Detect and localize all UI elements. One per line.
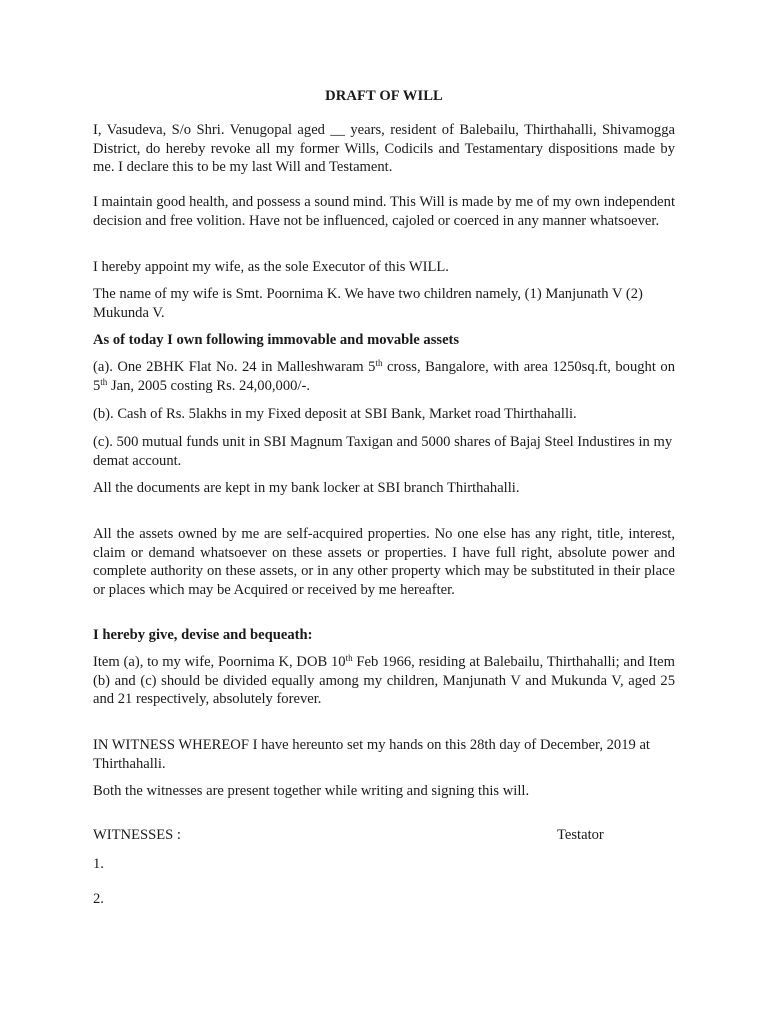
asset-a-sup-1: th — [375, 358, 383, 368]
testator-label: Testator — [557, 827, 604, 843]
assets-heading: As of today I own following immovable and movable assets — [93, 332, 460, 348]
asset-a-text-2: cross, Bangalore, with area 1250sq.ft, bought on 5 — [93, 359, 676, 394]
witness-clause: IN WITNESS WHEREOF I have hereunto set my hands on this 28th day of December, 2019 at Thirthahalli. — [93, 737, 650, 772]
family-paragraph: The name of my wife is Smt. Poornima K. We have two children namely, (1) Manjunath V (2) Mukunda V. — [93, 286, 643, 321]
asset-a-sup-2: th — [100, 376, 108, 387]
opening-paragraph: I, Vasudeva, S/o Shri. Venugopal aged __ years, resident of Balebailu, Thirthahalli, Shivamogga District, do hereby revoke all my former Wills, Codicils and Testamentary dispositions made by me. I declare this to be my last Will and Testament. — [93, 122, 675, 175]
witness-presence-note: Both the witnesses are present together while writing and signing this will. — [93, 783, 530, 799]
executor-paragraph: I hereby appoint my wife, as the sole Executor of this WILL. — [93, 259, 449, 275]
documents-note: All the documents are kept in my bank locker at SBI branch Thirthahalli. — [93, 480, 520, 496]
bequest-text-2: Feb 1966, residing at Balebailu, Thirthahalli; and Item (b) and (c) should be divided equally among my children, Manjunath V and Mukunda V, aged 25 and 21 respectively, absolutely forever. — [93, 654, 675, 707]
asset-a-text-3: Jan, 2005 costing Rs. 24,00,000/-. — [107, 377, 311, 394]
sound-mind-paragraph: I maintain good health, and possess a sound mind. This Will is made by me of my own independent decision and free volition. Have not be influenced, cajoled or coerced in any manner whatsoever. — [93, 194, 675, 229]
asset-a-item — [93, 358, 675, 395]
asset-c-item: (c). 500 mutual funds unit in SBI Magnum Taxigan and 5000 shares of Bajaj Steel Industires in my demat account. — [93, 434, 673, 469]
signature-row — [93, 827, 675, 847]
bequest-sup: th — [345, 653, 353, 663]
witnesses-label: WITNESSES : — [93, 827, 181, 843]
self-acquired-paragraph: All the assets owned by me are self-acquired properties. No one else has any right, title, interest, claim or demand whatsoever on these assets or properties. I have full right, absolute power and complete authority on these assets, or in any other property which may be substituted in their place or places which may be Acquired or received by me hereafter. — [93, 526, 675, 598]
bequest-text-1: Item (a), to my wife, Poornima K, DOB 10 — [93, 654, 346, 670]
witness-2-number: 2. — [93, 891, 104, 907]
asset-b-item: (b). Cash of Rs. 5lakhs in my Fixed deposit at SBI Bank, Market road Thirthahalli. — [93, 406, 577, 422]
bequest-paragraph — [93, 653, 675, 709]
witness-1-number: 1. — [93, 856, 104, 872]
document-title: DRAFT OF WILL — [325, 88, 443, 104]
asset-a-text-1: (a). One 2BHK Flat No. 24 in Malleshwaram 5 — [93, 359, 376, 375]
bequeath-heading: I hereby give, devise and bequeath: — [93, 627, 313, 643]
